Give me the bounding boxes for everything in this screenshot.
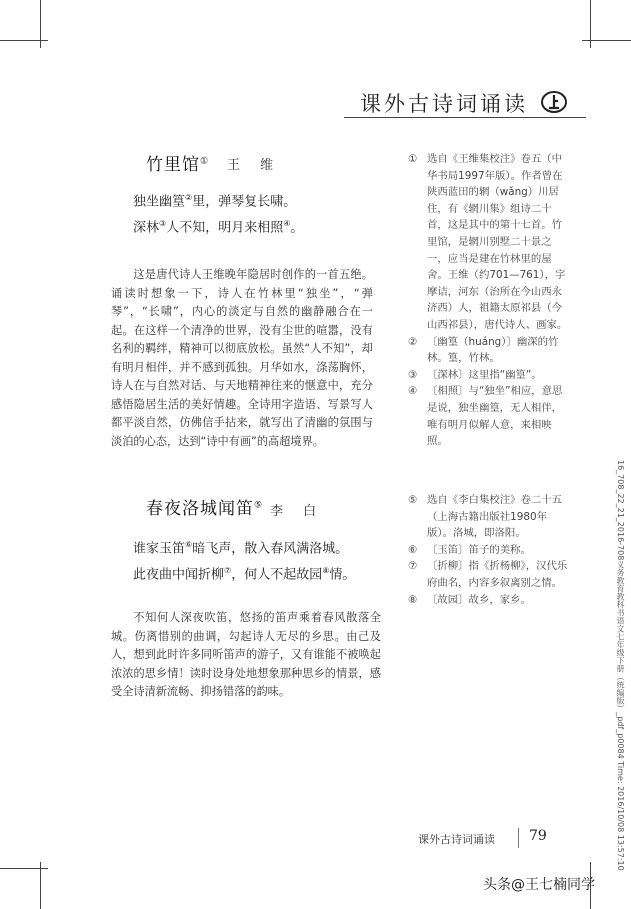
poem2-notes <box>408 492 572 608</box>
footnote: ③ 〔深林〕这里指“幽篁”。 <box>408 368 542 381</box>
footnote: ⑧ 〔故园〕故乡，家乡。 <box>408 593 531 606</box>
section-badge-icon <box>540 90 568 114</box>
poem1-notes <box>408 151 572 450</box>
poem2-title-note: ⑤ <box>254 500 264 511</box>
print-info-side-text: 16_708_22_21_2016-708义务教育教科书语文七年级下册（统编版）_pdf_p0084 Time: 2016/10/08 13:57:10 <box>616 460 625 871</box>
commentary-text: 不知何人深夜吹笛，悠扬的笛声乘着春风散落全城。伤离惜别的曲调，勾起诗人无尽的乡思。由己及人，想到此时许多同听笛声的游子，又有谁能不被唤起浓浓的思乡情！读时设身处地想象那种思乡的情景，感受全诗清新流畅、抑扬错落的韵味。 <box>111 611 381 698</box>
poem1-title-note: ① <box>200 156 210 167</box>
poem2-title <box>146 494 263 519</box>
poem1-commentary <box>111 266 373 451</box>
crop-mark <box>0 40 48 41</box>
footer-divider <box>518 828 519 848</box>
poem2-commentary <box>111 609 381 702</box>
crop-mark <box>0 868 48 869</box>
poem2-verse <box>133 534 355 587</box>
footer-section-name: 课外古诗词诵读 <box>418 833 495 846</box>
poem1-title-text: 竹里馆 <box>146 155 200 175</box>
footnote: ⑤ 选自《李白集校注》卷二十五（上海古籍出版社1980年版）。洛城，即洛阳。 <box>408 494 563 540</box>
footnote: ② 〔幽篁（huáng）〕幽深的竹林。篁，竹林。 <box>408 335 559 365</box>
poem1-title <box>146 150 209 175</box>
footnote: ① 选自《王维集校注》卷五（中华书局1997年版）。作者曾在陕西蓝田的辋（wǎng）川居住，有《辋川集》组诗二十首，这是其中的第十七首。竹里馆，是辋川别墅二十景之一，应当是建在竹林里的屋舍。王维（约701—761），字摩诘，河东（治所在今山西永济西）人，祖籍太原祁县（今山西祁县），唐代诗人、画家。 <box>408 153 568 331</box>
poem1-author: 王 维 <box>227 158 282 173</box>
crop-mark <box>582 40 631 41</box>
page-number: 79 <box>529 828 547 844</box>
verse-line: 谁家玉笛⑥暗飞声，散入春风满洛城。 <box>133 540 349 557</box>
verse-line: 独坐幽篁②里，弹琴复长啸。 <box>133 193 297 210</box>
header-rule <box>344 117 586 118</box>
commentary-text: 这是唐代诗人王维晚年隐居时创作的一首五绝。诵读时想象一下，诗人在竹林里“独坐”，“弹琴”，“长啸”，内心的淡定与自然的幽静融合在一起。在这样一个清净的世界，没有尘世的喧嚣，没有名利的羁绊，精神可以彻底放松。虽然“人不知”，却有明月相伴，并不感到孤独。月华如水，涤荡胸怀，诗人在与自然对话、与天地精神往来的惬意中，充分感悟隐居生活的美好情趣。全诗用字造语、写景写人都平淡自然，仿佛信手拈来，就写出了清幽的氛围与淡泊的心态，达到“诗中有画”的高超境界。 <box>111 268 373 448</box>
verse-line: 此夜曲中闻折柳⑦，何人不起故园⑧情。 <box>133 566 356 583</box>
poem2-title-text: 春夜洛城闻笛 <box>146 499 254 519</box>
section-title: 课外古诗词诵读 <box>360 92 528 116</box>
footnote: ⑦ 〔折柳〕指《折杨柳》，汉代乐府曲名，内容多叙离别之情。 <box>408 560 568 589</box>
watermark: 头条@王七楠同学 <box>483 877 595 893</box>
poem1-verse <box>133 187 303 240</box>
verse-line: 深林③人不知，明月来相照④。 <box>133 219 304 236</box>
poem2-author: 李 白 <box>270 504 325 519</box>
crop-mark <box>40 862 41 909</box>
footnote: ④ 〔相照〕与“独坐”相应，意思是说，独坐幽篁，无人相伴，唯有明月似解人意，来相映照。 <box>408 385 563 448</box>
footnote: ⑥ 〔玉笛〕笛子的美称。 <box>408 543 531 556</box>
